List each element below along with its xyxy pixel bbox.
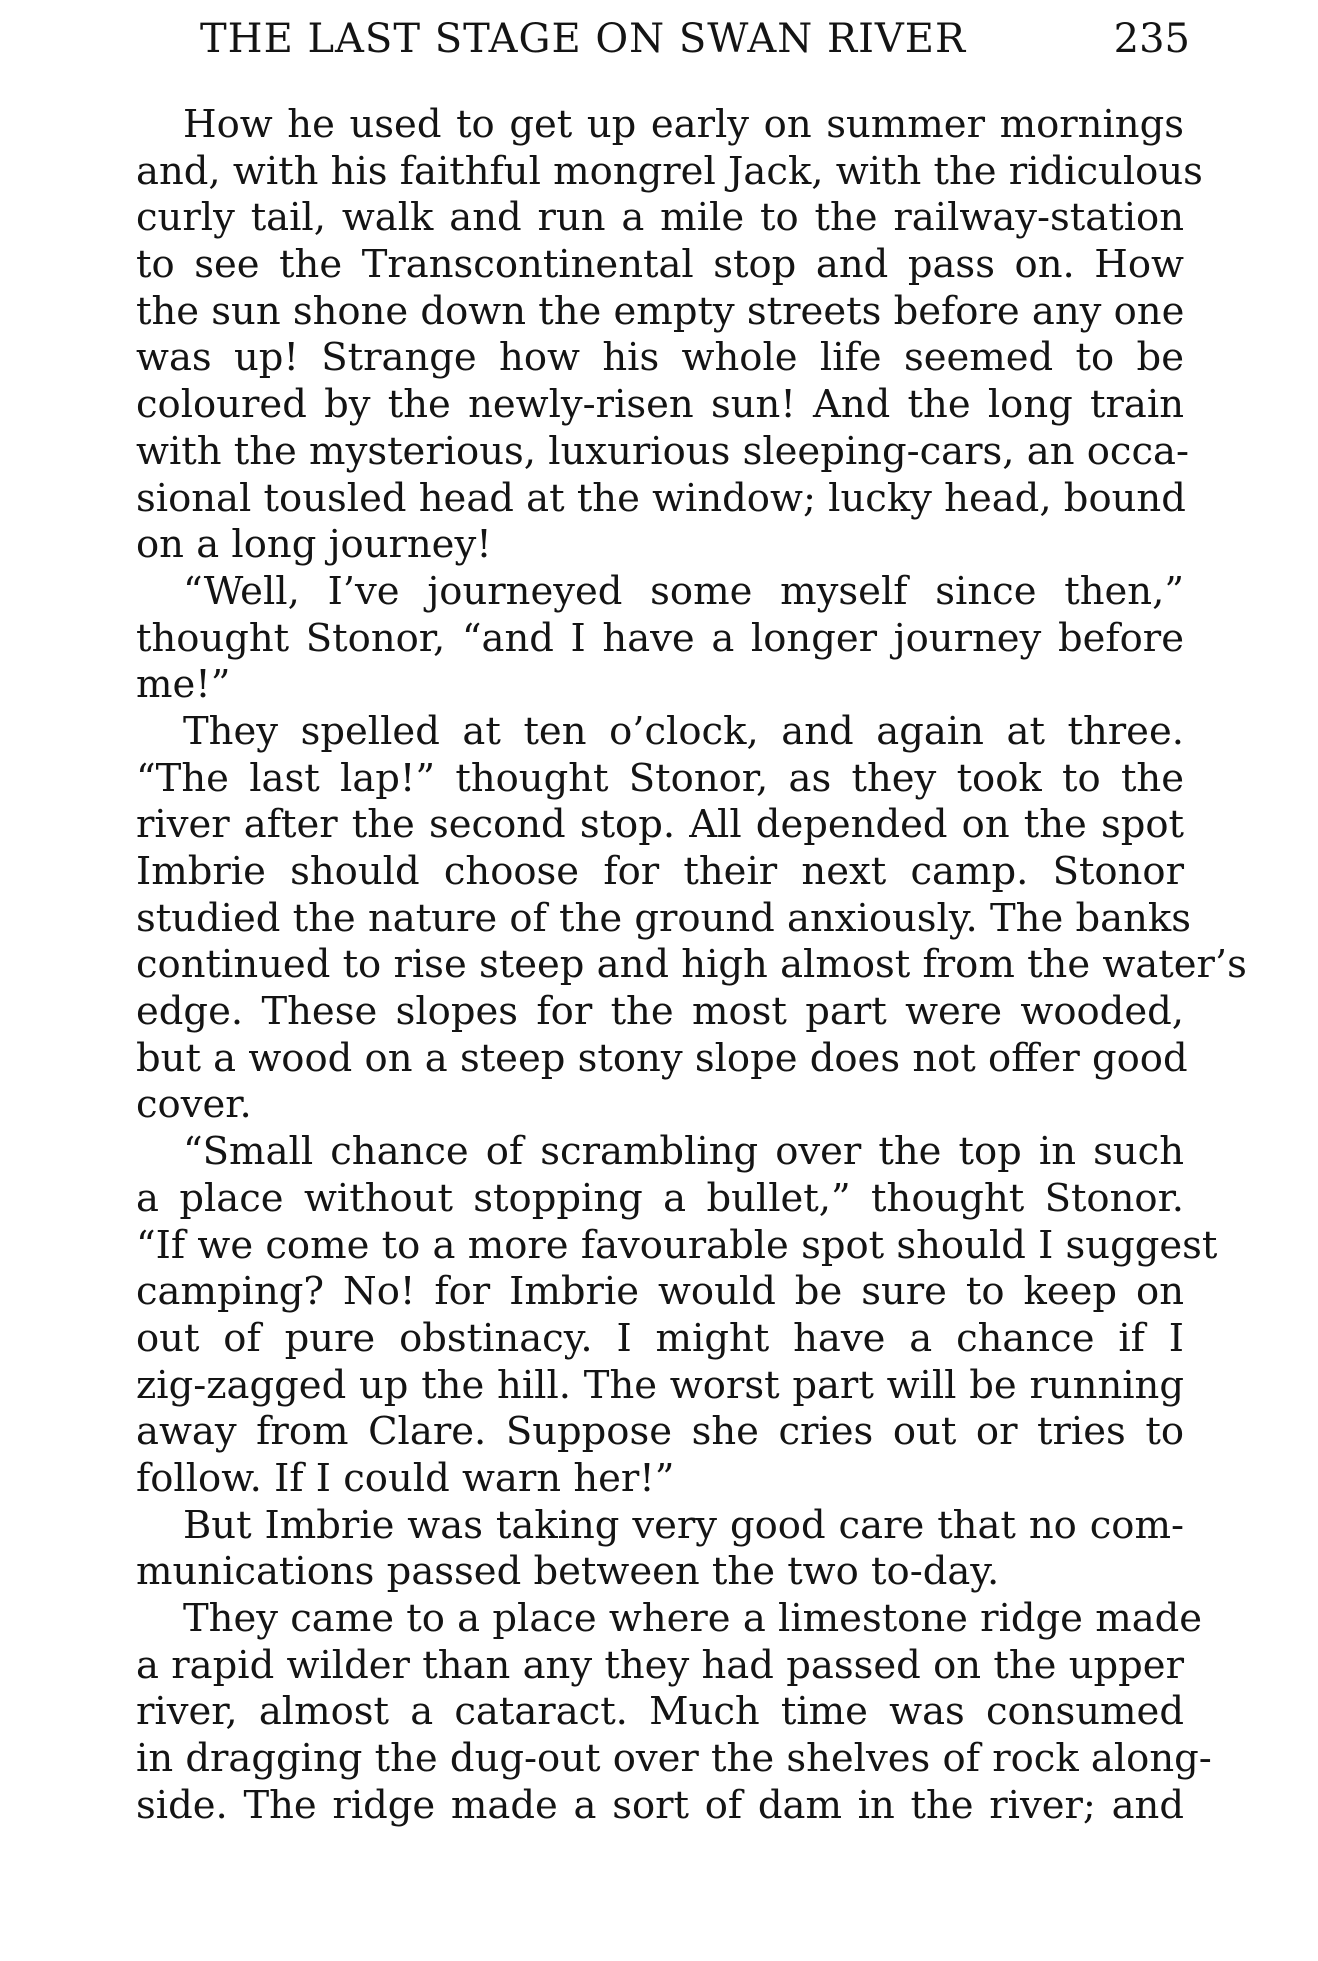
body-text xyxy=(136,102,1247,1829)
text-line: cover. xyxy=(136,1082,252,1128)
text-line: Imbrie should choose for their next camp. Stonor xyxy=(136,849,1184,894)
text-line: away from Clare. Suppose she cries out or tries to xyxy=(136,1409,1184,1455)
text-line: zig-zagged up the hill. The worst part will be running xyxy=(136,1362,1184,1408)
text-line: was up! Strange how his whole life seemed to be xyxy=(136,335,1184,381)
text-line: in dragging the dug-out over the shelves of rock along- xyxy=(136,1736,1212,1782)
text-line: to see the Transcontinental stop and pass on. How xyxy=(136,242,1184,288)
text-line: “If we come to a more favourable spot should I suggest xyxy=(136,1222,1218,1268)
text-line: me!” xyxy=(136,662,231,708)
text-line: a place without stopping a bullet,” thought Stonor. xyxy=(136,1175,1184,1221)
text-line: “Small chance of scrambling over the top in such xyxy=(183,1129,1184,1175)
text-line: munications passed between the two to-day. xyxy=(136,1549,1000,1595)
text-line: out of pure obstinacy. I might have a chance if I xyxy=(136,1315,1184,1361)
running-head: THE LAST STAGE ON SWAN RIVER xyxy=(200,16,967,62)
text-line: continued to rise steep and high almost from the water’s xyxy=(136,942,1247,988)
text-line: sional tousled head at the window; lucky head, bound xyxy=(136,475,1186,521)
text-line: with the mysterious, luxurious sleeping-cars, an occa- xyxy=(136,428,1190,474)
text-line: But Imbrie was taking very good care that no com- xyxy=(183,1502,1184,1548)
text-line: on a long journey! xyxy=(136,522,492,568)
page-header xyxy=(200,14,1190,64)
text-line: and, with his faithful mongrel Jack, with the ridiculous xyxy=(136,148,1203,194)
text-line: but a wood on a steep stony slope does not offer good xyxy=(136,1035,1188,1081)
text-line: They came to a place where a limestone ridge made xyxy=(183,1596,1203,1641)
text-line: curly tail, walk and run a mile to the railway-station xyxy=(136,195,1184,241)
text-line: “The last lap!” thought Stonor, as they took to the xyxy=(136,755,1184,801)
text-line: a rapid wilder than any they had passed on the upper xyxy=(136,1642,1184,1688)
text-line: They spelled at ten o’clock, and again at three. xyxy=(183,708,1184,754)
text-line: river after the second stop. All depended on the spot xyxy=(136,802,1184,848)
text-line: thought Stonor, “and I have a longer journey before xyxy=(136,615,1184,661)
text-line: How he used to get up early on summer mornings xyxy=(183,102,1184,147)
text-line: side. The ridge made a sort of dam in the river; and xyxy=(136,1782,1184,1828)
text-line: the sun shone down the empty streets before any one xyxy=(136,288,1185,334)
text-line: edge. These slopes for the most part were wooded, xyxy=(136,989,1184,1035)
page-number: 235 xyxy=(1113,16,1190,62)
text-line: river, almost a cataract. Much time was consumed xyxy=(136,1689,1184,1735)
text-line: coloured by the newly-risen sun! And the long train xyxy=(136,382,1184,428)
text-line: “Well, I’ve journeyed some myself since then,” xyxy=(183,568,1184,614)
text-line: follow. If I could warn her!” xyxy=(136,1455,675,1501)
text-line: studied the nature of the ground anxiously. The banks xyxy=(136,895,1191,941)
text-line: camping? No! for Imbrie would be sure to keep on xyxy=(136,1269,1184,1315)
